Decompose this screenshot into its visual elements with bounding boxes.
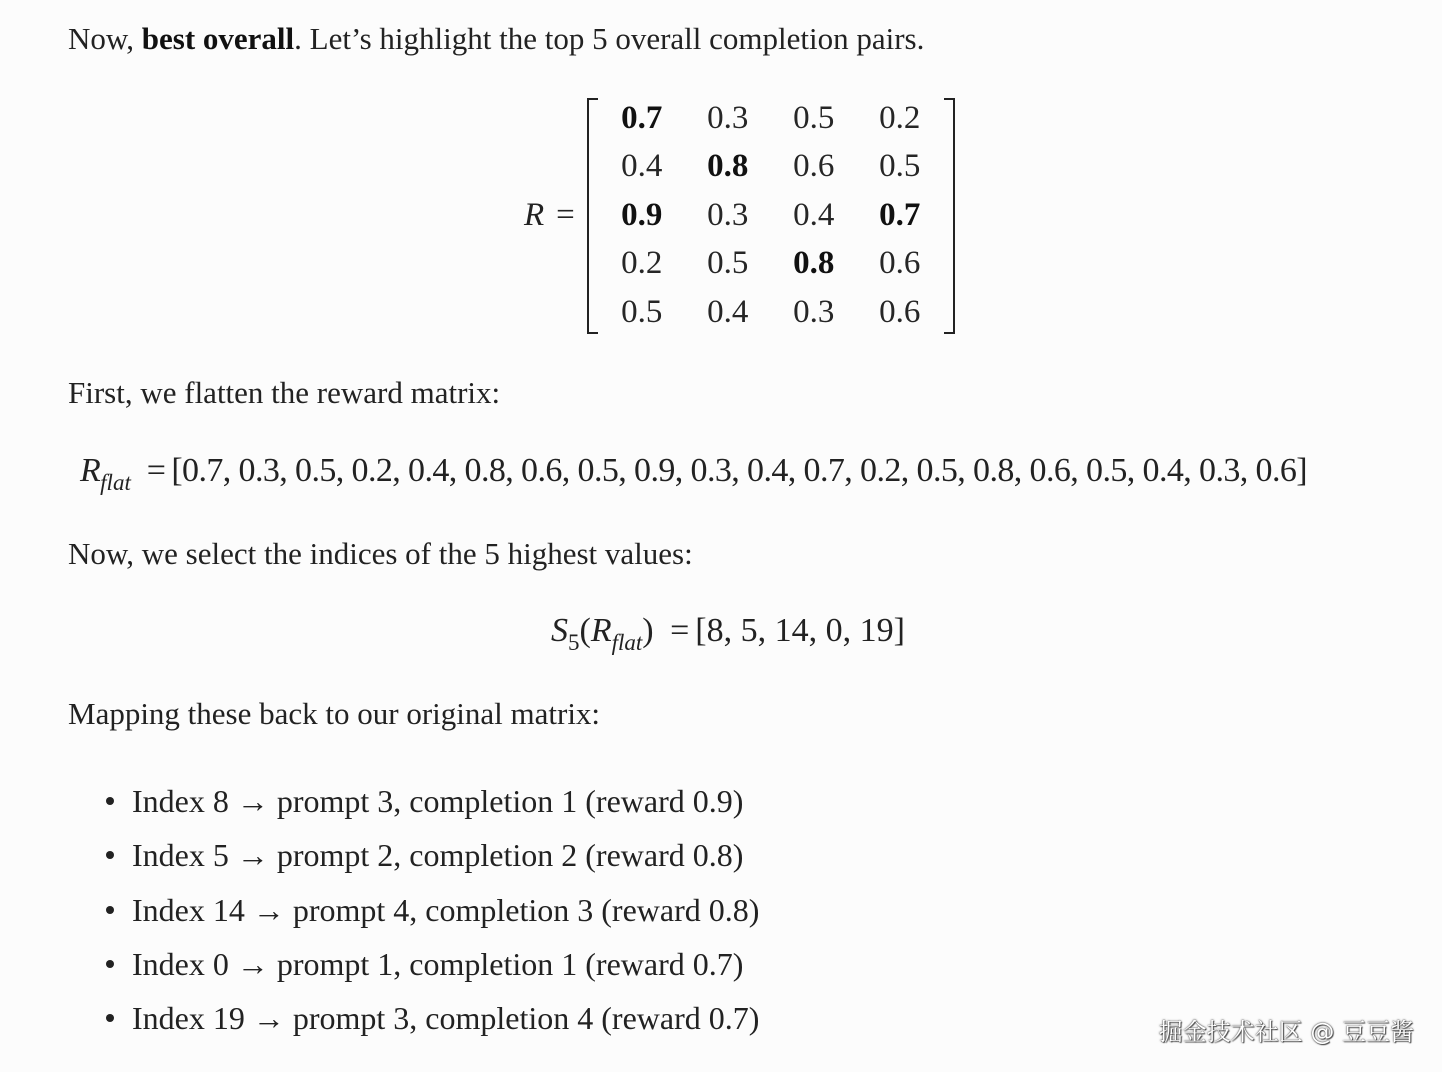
matrix-cell: 0.3 <box>707 196 749 233</box>
list-item <box>0 830 759 884</box>
matrix-cell: 0.8 <box>793 245 835 281</box>
selection-equation <box>551 608 905 657</box>
list-item-text: Index 5 → prompt 2, completion 2 (reward 0.8) <box>132 837 744 874</box>
matrix-left-bracket <box>587 98 598 335</box>
matrix-cell: 0.2 <box>879 99 921 136</box>
bullet-icon <box>106 797 114 805</box>
bullet-icon <box>106 906 114 914</box>
flat-symbol: R <box>80 452 101 489</box>
matrix-cell: 0.5 <box>793 99 835 136</box>
list-item <box>0 885 759 939</box>
intro-paragraph <box>68 19 924 59</box>
matrix-cell: 0.4 <box>707 293 749 330</box>
flattened-vector-equation <box>80 448 1307 497</box>
selection-close-paren: ) <box>642 612 654 649</box>
watermark: 掘金技术社区 @ 豆豆酱 <box>1158 1018 1414 1046</box>
matrix-right-bracket <box>944 98 955 335</box>
bullet-icon <box>106 960 114 968</box>
matrix-cell: 0.5 <box>707 245 749 281</box>
list-item <box>0 939 759 993</box>
flatten-paragraph: First, we flatten the reward matrix: <box>68 375 501 410</box>
list-item-text: Index 19 → prompt 3, completion 4 (reward 0.7) <box>132 1000 760 1037</box>
intro-bold-text: best overall <box>141 21 295 56</box>
bullet-icon <box>106 851 114 859</box>
matrix-equals: = <box>556 196 575 233</box>
matrix-cell: 0.5 <box>879 148 921 184</box>
matrix-cell: 0.2 <box>621 245 663 281</box>
matrix-cell: 0.9 <box>621 196 663 233</box>
matrix-cell: 0.6 <box>879 245 921 281</box>
selection-result: [8, 5, 14, 0, 19] <box>695 612 905 649</box>
list-item-text: Index 8 → prompt 3, completion 1 (reward 0.9) <box>132 783 744 819</box>
reward-matrix <box>599 94 949 337</box>
matrix-cell: 0.4 <box>621 148 663 184</box>
selection-symbol: S <box>551 612 568 649</box>
matrix-cell: 0.7 <box>879 196 921 233</box>
flat-vector: [0.7, 0.3, 0.5, 0.2, 0.4, 0.8, 0.6, 0.5, 0.9, 0.3, 0.4, 0.7, 0.2, 0.5, 0.8, 0.6, 0.5, 0.4, 0.3, 0.6] <box>171 452 1307 489</box>
matrix-cell: 0.5 <box>621 293 663 330</box>
selection-equals: = <box>670 612 690 649</box>
flat-subscript: flat <box>100 470 131 495</box>
list-item <box>0 776 759 830</box>
intro-suffix: . Let’s highlight the top 5 overall completion pairs. <box>294 21 925 56</box>
select-paragraph: Now, we select the indices of the 5 highest values: <box>68 536 693 571</box>
flat-equals: = <box>146 452 166 489</box>
intro-prefix: Now, <box>68 21 142 56</box>
mapping-list <box>0 776 759 1047</box>
matrix-cell: 0.3 <box>793 293 835 330</box>
bullet-icon <box>106 1014 114 1022</box>
mapping-paragraph: Mapping these back to our original matrix: <box>68 696 601 731</box>
matrix-cell: 0.3 <box>707 99 749 136</box>
matrix-cell: 0.6 <box>793 148 835 184</box>
list-item-text: Index 14 → prompt 4, completion 3 (reward 0.8) <box>132 891 760 928</box>
list-item-text: Index 0 → prompt 1, completion 1 (reward 0.7) <box>132 945 744 982</box>
reward-matrix-equation <box>524 98 949 332</box>
selection-open-paren: ( <box>579 612 591 649</box>
matrix-cell: 0.4 <box>793 196 835 233</box>
matrix-symbol: R <box>524 196 545 233</box>
selection-arg-symbol: R <box>590 612 612 649</box>
matrix-cell: 0.8 <box>707 148 749 184</box>
matrix-cell: 0.6 <box>879 293 921 330</box>
selection-arg-subscript: flat <box>611 630 643 655</box>
selection-subscript: 5 <box>568 630 580 655</box>
list-item <box>0 993 759 1047</box>
matrix-cell: 0.7 <box>621 99 663 136</box>
